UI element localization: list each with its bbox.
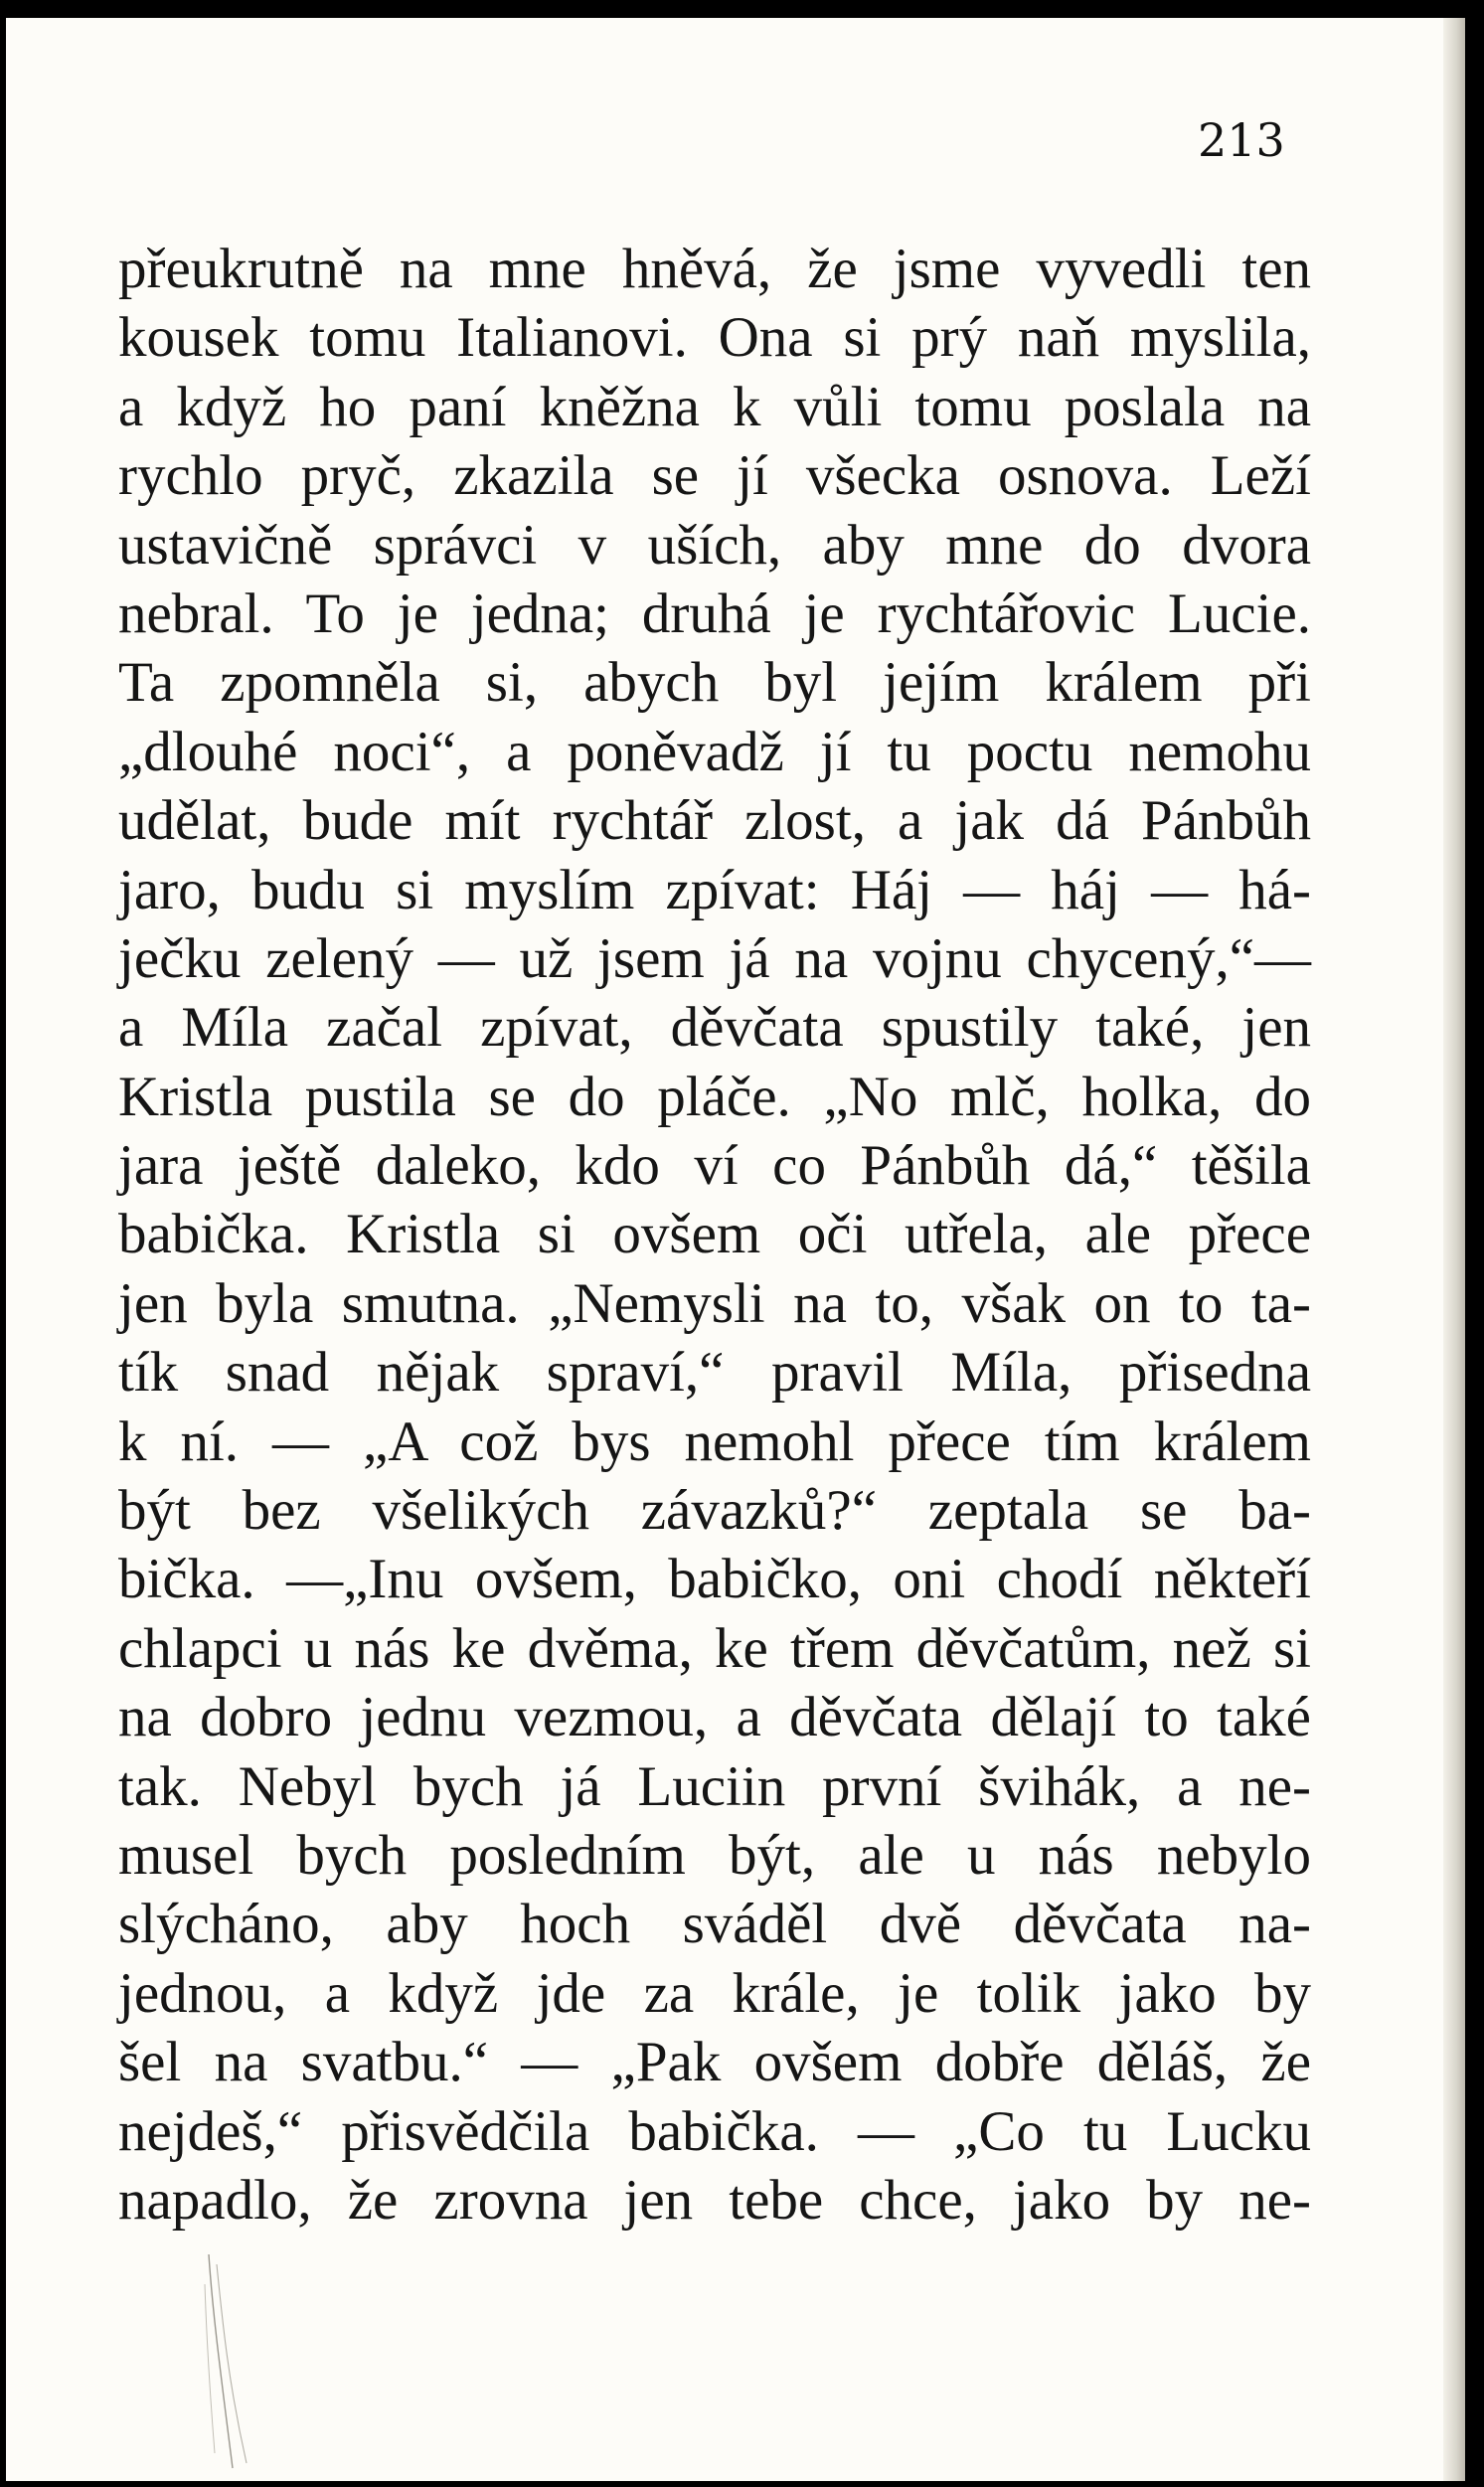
text-line: napadlo, že zrovna jen tebe chce, jako by ne-: [118, 2168, 1311, 2232]
text-line: bička. —„Inu ovšem, babičko, oni chodí někteří: [118, 1548, 1311, 1611]
text-line: jaro, budu si myslím zpívat: Háj — háj — há-: [118, 858, 1311, 921]
text-line: tak. Nebyl bych já Luciin první švihák, a ne-: [118, 1754, 1311, 1818]
text-line: Ta zpomněla si, abych byl jejím králem při: [118, 651, 1311, 715]
text-line: slýcháno, aby hoch sváděl dvě děvčata na-: [118, 1893, 1311, 1956]
text-line: nebral. To je jedna; druhá je rychtářovic Lucie.: [118, 581, 1311, 645]
text-line: jara ještě daleko, kdo ví co Pánbůh dá,“ těšila: [118, 1134, 1311, 1198]
book-page: [6, 18, 1465, 2481]
page-edge-shadow: [1443, 18, 1465, 2481]
text-line: tík snad nějak spraví,“ pravil Míla, přisedna: [118, 1341, 1311, 1405]
text-line: na dobro jednu vezmou, a děvčata dělají to také: [118, 1686, 1311, 1749]
text-line: nejdeš,“ přisvědčila babička. — „Co tu Lucku: [118, 2099, 1311, 2163]
paper-scratch-marks: [203, 2254, 262, 2473]
text-line: ustavičně správci v uších, aby mne do dvora: [118, 513, 1311, 577]
text-line: a když ho paní kněžna k vůli tomu poslala na: [118, 375, 1311, 438]
text-line: jednou, a když jde za krále, je tolik jako by: [118, 1961, 1311, 2025]
body-text: [118, 235, 1311, 2235]
text-line: udělat, bude mít rychtář zlost, a jak dá Pánbůh: [118, 789, 1311, 853]
text-line: „dlouhé noci“, a poněvadž jí tu poctu nemohu: [118, 720, 1311, 783]
page-number: 213: [1198, 113, 1285, 167]
text-line: přeukrutně na mne hněvá, že jsme vyvedli ten: [118, 238, 1311, 300]
text-line: být bez všelikých závazků?“ zeptala se ba-: [118, 1479, 1311, 1543]
text-line: jen byla smutna. „Nemysli na to, však on to ta-: [118, 1271, 1311, 1335]
text-line: a Míla začal zpívat, děvčata spustily také, jen: [118, 996, 1311, 1060]
text-line: babička. Kristla si ovšem oči utřela, ale přece: [118, 1203, 1311, 1266]
text-line: Kristla pustila se do pláče. „No mlč, holka, do: [118, 1065, 1311, 1128]
text-line: kousek tomu Italianovi. Ona si prý naň myslila,: [118, 306, 1311, 370]
text-line: šel na svatbu.“ — „Pak ovšem dobře děláš, že: [118, 2031, 1311, 2094]
text-line: chlapci u nás ke dvěma, ke třem děvčatům, než si: [118, 1616, 1311, 1680]
text-line: musel bych posledním být, ale u nás nebylo: [118, 1823, 1311, 1887]
text-line: ječku zelený — už jsem já na vojnu chycený,“—: [118, 926, 1311, 990]
text-line: k ní. — „A což bys nemohl přece tím králem: [118, 1409, 1311, 1473]
text-line: rychlo pryč, zkazila se jí všecka osnova. Leží: [118, 444, 1311, 508]
